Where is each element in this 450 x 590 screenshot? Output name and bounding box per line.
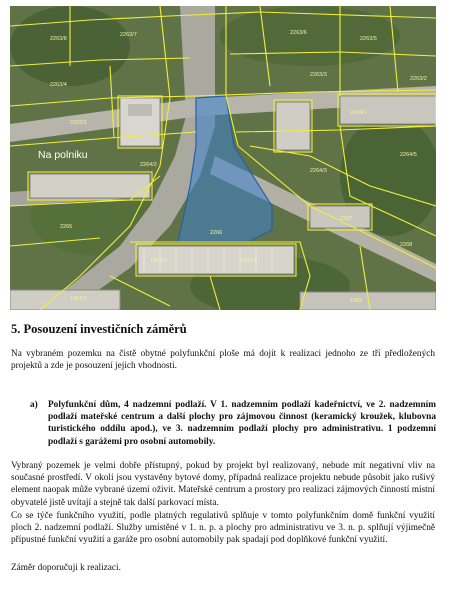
item-text: Polyfunkční dům, 4 nadzemní podlaží. V 1. nadzemním podlaží kadeřnictví, ve 2. nadzemním podlaží mateřské centrum a další plochy pro zájmovou činnost (keramický kroužek, klubovna turistického oddílu apod.), ve 3. nadzemním podlaží plochy pro administrativu. 1 podzemní podlaží s garážemi pro osobní automobily. — [48, 400, 436, 447]
parcel-number-label: 2268 — [400, 242, 413, 248]
access-paragraph: Vybraný pozemek je velmi dobře přístupný, pokud by projekt byl realizovaný, nebude mít negativní vliv na současné prostředí. V okolí jsou vystavěny bytové domy, případná realizace projektu nebude působit jako rušivý element naopak může vybrané území oživit. Mateřské centrum a prostory pro realizaci zájmových činností místní obyvatelé jistě uvítají a stejně tak další parkovací místa. — [11, 461, 435, 508]
cadastral-map — [10, 6, 436, 310]
parcel-number-label: 2263/3 — [310, 72, 327, 78]
parcel-number-label: 2263/6 — [290, 30, 307, 36]
cadastral-map-drawing — [10, 6, 436, 310]
parcel-number-label: 2264/1 — [350, 110, 367, 116]
map-place-label: Na polniku — [38, 149, 88, 161]
parcel-number-label: 2263/5 — [360, 36, 377, 42]
parcel-number-label: 2263/7 — [120, 32, 137, 38]
parcel-number-label: 2264/2 — [140, 162, 157, 168]
parcel-number-label: 1963/3 — [240, 258, 257, 264]
item-marker: a) — [30, 400, 38, 410]
parcel-number-label: 2267 — [340, 216, 353, 222]
section-title: 5. Posouzení investičních záměrů — [11, 322, 187, 336]
parcel-number-label: 2264/5 — [400, 152, 417, 158]
parcel-number-label: 2266 — [210, 230, 223, 236]
parcel-number-label: 2263/1 — [70, 120, 87, 126]
parcel-number-label: 2263/8 — [50, 36, 67, 42]
intro-paragraph: Na vybraném pozemku na čistě obytné polyfunkční ploše má dojít k realizaci jednoho ze tří předložených projektů a zde je posouzení jejich vhodnosti. — [11, 349, 435, 372]
function-paragraph: Co se týče funkčního využití, podle platných regulativů splňuje v tomto polyfunkčním domě funkční využití ploch 2. nadzemní podlaží. Služby umístěné v 1. n. p. a plochy pro administrativu ve 3. n. p. splňují výjimečně přípustné funkční využití a garáže pro osobní automobily pak spadají pod doplňkové funkční využití. — [11, 511, 435, 546]
parcel-number-label: 2265 — [60, 224, 73, 230]
parcel-number-label: 1961/1 — [70, 296, 87, 302]
project-item-a — [30, 399, 436, 448]
parcel-number-label: 2264/3 — [310, 168, 327, 174]
conclusion-paragraph: Záměr doporučuji k realizaci. — [11, 563, 121, 573]
parcel-number-label: 2263/2 — [410, 76, 427, 82]
parcel-number-label: 1963/2 — [150, 258, 167, 264]
parcel-number-label: 2263/4 — [50, 82, 67, 88]
parcel-number-label: 1962 — [350, 298, 363, 304]
